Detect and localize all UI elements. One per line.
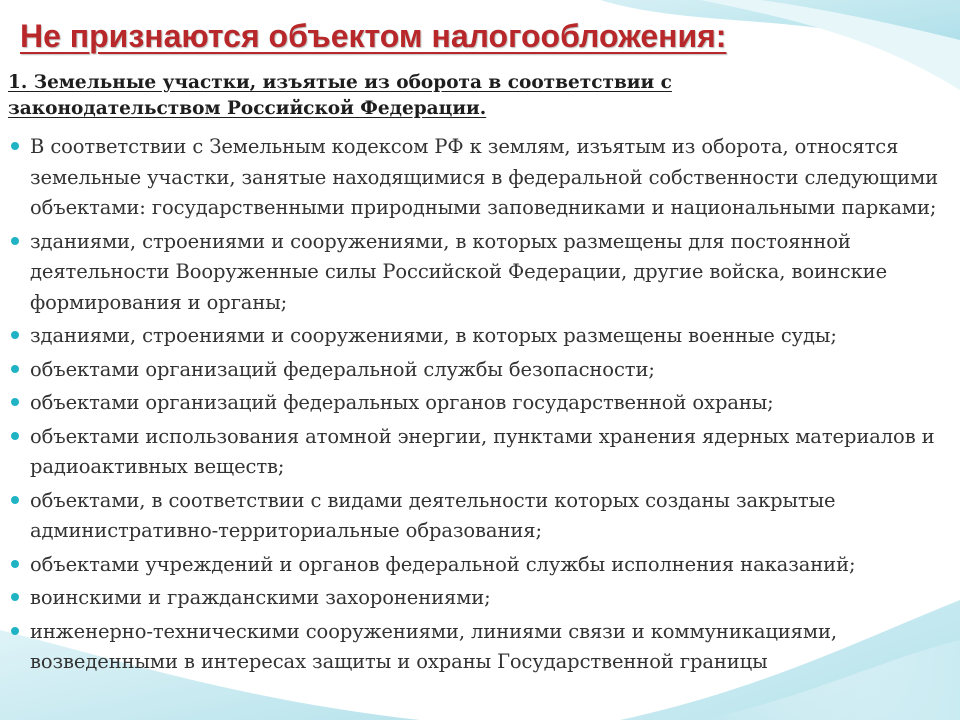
bullet-item [0,550,960,581]
bullet-dot-icon [11,142,19,150]
bullet-text: объектами использования атомной энергии, пунктами хранения ядерных материалов и радиоактивных веществ; [30,424,935,478]
bullet-item [0,132,960,224]
bullet-item [0,321,960,352]
slide-title: Не признаются объектом налогообложения: [20,18,727,54]
bullet-text: воинскими и гражданскими захоронениями; [30,586,491,609]
bullet-item [0,486,960,547]
bullet-item [0,388,960,419]
bullet-dot-icon [11,365,19,373]
bullet-text: инженерно-техническими сооружениями, линиями связи и коммуникациями, возведенными в интересах защиты и охраны Государственной границы [30,619,837,673]
bullet-dot-icon [11,331,19,339]
section-heading: 1. Земельные участки, изъятые из оборота в соответствии с законодательством Российской Федерации. [8,72,672,119]
bullet-list [0,132,960,681]
bullet-text: объектами организаций федеральной службы безопасности; [30,357,655,381]
bullet-text: зданиями, строениями и сооружениями, в которых размещены военные суды; [30,324,837,347]
bullet-dot-icon [11,496,19,504]
bullet-dot-icon [11,237,19,245]
bullet-dot-icon [11,560,19,568]
bullet-text: объектами учреждений и органов федеральной службы исполнения наказаний; [30,552,856,576]
bullet-item [0,617,960,678]
bullet-text: зданиями, строениями и сооружениями, в которых размещены для постоянной деятельности Вооруженные силы Российской Федерации, другие войска, воинские формирования и органы; [30,229,888,314]
bullet-dot-icon [11,593,19,601]
bullet-text: В соответствии с Земельным кодексом РФ к землям, изъятым из оборота, относятся земельные участки, занятые находящимися в федеральной собственности следующими объектами: государственными природными заповедниками и национальными парками; [30,135,939,219]
bullet-item [0,583,960,614]
bullet-dot-icon [11,398,19,406]
bullet-dot-icon [11,432,19,440]
bullet-text: объектами, в соответствии с видами деятельности которых созданы закрытые административно-территориальные образования; [30,488,836,542]
bullet-dot-icon [11,627,19,635]
bullet-item [0,422,960,483]
bullet-text: объектами организаций федеральных органов государственной охраны; [30,391,774,414]
bullet-item [0,355,960,386]
bullet-item [0,227,960,319]
